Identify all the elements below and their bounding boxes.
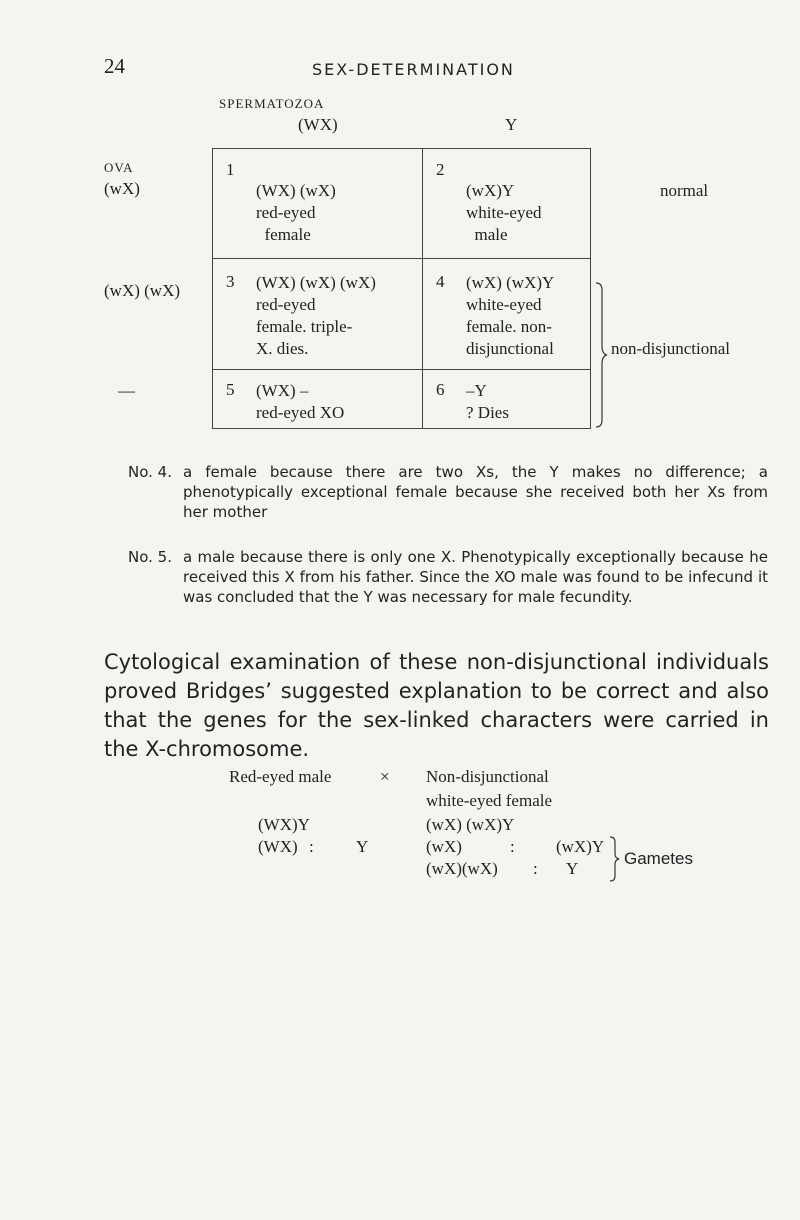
table-bottom-rule [212,428,590,429]
ova-label: OVA [104,160,134,175]
left-gamete: (WX) [258,837,298,856]
right-brace-icon [608,836,622,882]
column-head-wx: (WX) [298,115,338,134]
body-paragraph: Cytological examination of these non-disjunctional individuals proved Bridges’ suggested explanation to be correct and also that the genes for the sex-linked characters were carried in the X-chromosome. [104,650,769,761]
note-no-5 [128,547,768,607]
cross-right-title: Non-disjunctional [426,767,549,786]
right-gamete: (wX) [426,837,462,856]
cell-text: (wX)Y white-eyed male [466,181,542,244]
right-gamete: Y [566,859,579,878]
left-gamete: Y [356,837,369,856]
cell-number: 4 [436,272,445,291]
left-gamete-separator: : [309,837,314,856]
cell-number: 6 [436,380,445,399]
cell-text: (WX) – red-eyed XO [256,381,345,422]
note-label: No. 5. [128,548,172,566]
running-title: SEX-DETERMINATION [312,60,515,79]
table-row-rule-1 [212,258,590,259]
note-label: No. 4. [128,463,172,481]
right-gamete-separator: : [533,859,538,878]
cross-times-symbol: × [380,767,390,786]
cell-number: 5 [226,380,235,399]
row-head-2: (wX) (wX) [104,281,181,300]
right-gamete: (wX)(wX) [426,859,498,878]
gametes-label: Gametes [624,849,693,868]
right-brace-icon [593,282,611,428]
column-head-y: Y [505,115,518,134]
table-row-rule-2 [212,369,590,370]
table-top-rule [212,148,590,149]
cross-left-title: Red-eyed male [229,767,332,786]
table-right-rule [590,148,591,429]
note-no-4 [128,462,768,522]
cross-left-genotype: (WX)Y [258,815,310,834]
cell-number: 2 [436,160,445,179]
spermatozoa-label: SPERMATOZOA [219,96,325,111]
row-head-3: — [118,381,135,400]
cross-right-genotype: (wX) (wX)Y [426,815,515,834]
cross-right-title-line2: white-eyed female [426,791,553,810]
cell-text: (wX) (wX)Y white-eyed female. non- disjunctional [466,273,555,358]
cell-number: 1 [226,160,235,179]
page-number: 24 [104,54,125,78]
note-text: a male because there is only one X. Phenotypically exceptionally because he received this X from his father. Since the XO male was found to be infecund it was concluded that the Y was necessary for male fecundity. [183,548,768,606]
row-head-1: (wX) [104,179,140,198]
cell-text: –Y ? Dies [466,381,509,422]
side-label-non-disjunctional: non-disjunctional [611,339,730,358]
cell-text: (WX) (wX) (wX) red-eyed female. triple- X. dies. [256,273,376,358]
table-mid-rule [422,148,423,429]
cell-number: 3 [226,272,235,291]
note-text: a female because there are two Xs, the Y makes no difference; a phenotypically exceptional female because she received both her Xs from her mother [183,463,768,521]
right-gamete: (wX)Y [556,837,605,856]
table-left-rule [212,148,213,429]
right-gamete-separator: : [510,837,515,856]
cell-text: (WX) (wX) red-eyed female [256,181,336,244]
side-label-normal: normal [660,181,709,200]
